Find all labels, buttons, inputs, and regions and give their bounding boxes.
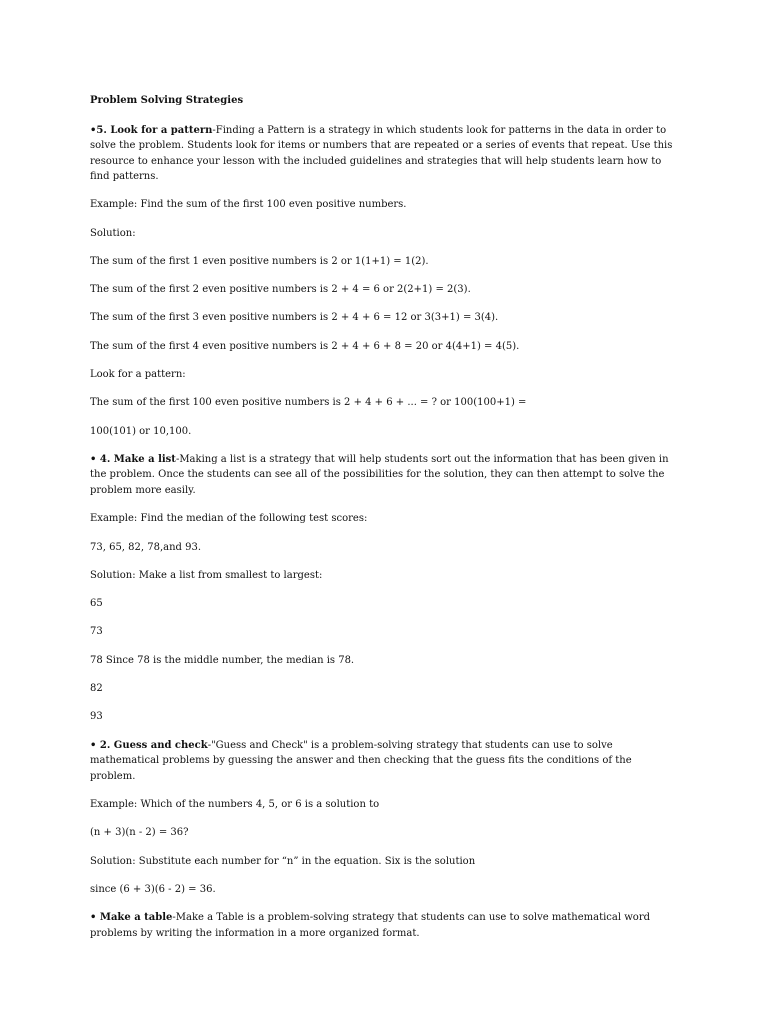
section-bullet: •5. bbox=[90, 124, 111, 136]
list-item: 78 Since 78 is the middle number, the median is 78. bbox=[90, 654, 355, 666]
solution-line: 100(101) or 10,100. bbox=[90, 425, 192, 437]
document-title: Problem Solving Strategies bbox=[90, 95, 244, 106]
solution-label: Solution: bbox=[90, 227, 136, 239]
solution-label: Solution: Make a list from smallest to largest: bbox=[90, 569, 323, 581]
solution-line: The sum of the first 2 even positive numbers is 2 + 4 = 6 or 2(2+1) = 2(3). bbox=[90, 284, 471, 296]
solution-line: since (6 + 3)(6 - 2) = 36. bbox=[90, 883, 216, 895]
section-bullet: • 2. bbox=[90, 739, 114, 751]
equation: (n + 3)(n - 2) = 36? bbox=[90, 827, 189, 839]
solution-line: The sum of the first 4 even positive numbers is 2 + 4 + 6 + 8 = 20 or 4(4+1) = 4(5). bbox=[90, 340, 520, 352]
solution-line: The sum of the first 100 even positive numbers is 2 + 4 + 6 + ... = ? or 100(100+1) = bbox=[90, 397, 527, 409]
example-text: Example: Find the sum of the first 100 even positive numbers. bbox=[90, 199, 407, 211]
test-scores: 73, 65, 82, 78,and 93. bbox=[90, 541, 202, 553]
section-text: -Finding a Pattern is a strategy in which students look for patterns in the data in order to solve the problem. Students look for items or numbers that are repeated or a series of events that repeat. Use this resource to enhance your lesson with the included guidelines and strategies that will help students learn how to find patterns. bbox=[90, 124, 673, 182]
solution-line: The sum of the first 1 even positive numbers is 2 or 1(1+1) = 1(2). bbox=[90, 255, 429, 267]
section-heading: Make a table bbox=[99, 912, 173, 924]
list-item: 82 bbox=[90, 683, 103, 695]
list-item: 65 bbox=[90, 598, 103, 610]
example-text: Example: Which of the numbers 4, 5, or 6 is a solution to bbox=[90, 798, 380, 810]
section-make-a-list bbox=[90, 452, 680, 499]
section-guess-and-check bbox=[90, 738, 680, 785]
solution-line: Look for a pattern: bbox=[90, 369, 186, 381]
solution-label: Solution: Substitute each number for “n” in the equation. Six is the solution bbox=[90, 855, 476, 867]
section-text: -Make a Table is a problem-solving strategy that students can use to solve mathematical word problems by writing the information in a more organized format. bbox=[90, 912, 651, 939]
section-make-a-table bbox=[90, 910, 680, 941]
section-heading: Look for a pattern bbox=[110, 124, 213, 136]
solution-line: The sum of the first 3 even positive numbers is 2 + 4 + 6 = 12 or 3(3+1) = 3(4). bbox=[90, 312, 499, 324]
list-item: 93 bbox=[90, 711, 103, 723]
list-item: 73 bbox=[90, 626, 103, 638]
section-look-for-pattern bbox=[90, 123, 680, 185]
section-text: -Making a list is a strategy that will help students sort out the information that has been given in the problem. Once the students can see all of the possibilities for the solution, they can then attempt to solve the problem more easily. bbox=[90, 453, 669, 496]
section-bullet: • bbox=[90, 912, 100, 924]
example-text: Example: Find the median of the following test scores: bbox=[90, 513, 368, 525]
document-body bbox=[90, 93, 680, 954]
section-heading: Guess and check bbox=[113, 739, 208, 751]
section-heading: Make a list bbox=[113, 453, 176, 465]
section-text: -"Guess and Check" is a problem-solving strategy that students can use to solve mathematical problems by guessing the answer and then checking that the guess fits the conditions of the problem. bbox=[90, 739, 632, 782]
section-bullet: • 4. bbox=[90, 453, 114, 465]
